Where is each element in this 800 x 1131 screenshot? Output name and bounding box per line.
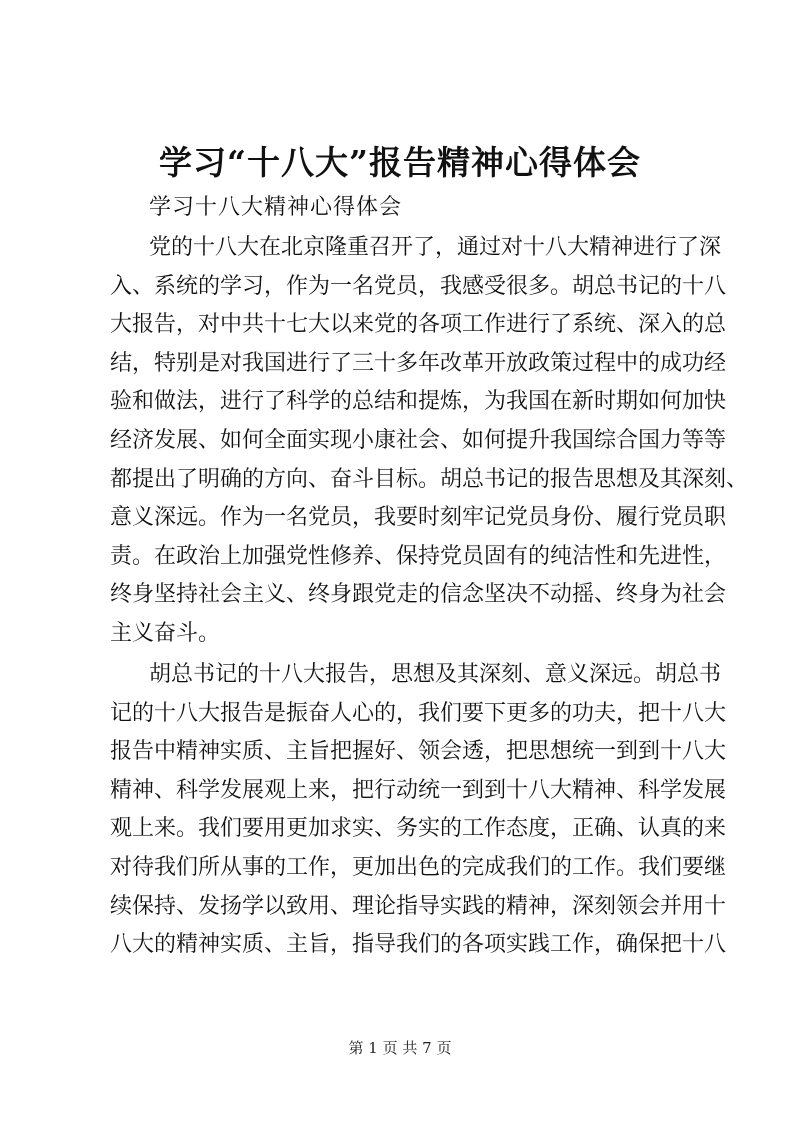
paragraph-line: 对待我们所从事的工作，更加出色的完成我们的工作。我们要继 [110, 854, 727, 880]
paragraph-2 [110, 656, 727, 965]
paragraph-line: 胡总书记的十八大报告，思想及其深刻、意义深远。胡总书 [149, 662, 722, 687]
paragraph-line: 结，特别是对我国进行了三十多年改革开放政策过程中的成功经 [110, 350, 727, 376]
paragraph-line: 责。在政治上加强党性修养、保持党员固有的纯洁性和先进性， [110, 543, 727, 569]
paragraph-line: 都提出了明确的方向、奋斗目标。胡总书记的报告思想及其深刻、 [110, 466, 749, 492]
document-subtitle: 学习十八大精神心得体会 [149, 195, 403, 220]
paragraph-line: 入、系统的学习，作为一名党员，我感受很多。胡总书记的十八 [110, 273, 727, 299]
paragraph-1 [110, 229, 749, 654]
paragraph-line: 意义深远。作为一名党员，我要时刻牢记党员身份、履行党员职 [110, 505, 727, 531]
paragraph-line: 终身坚持社会主义、终身跟党走的信念坚决不动摇、终身为社会 [110, 582, 727, 608]
page-footer: 第 1 页 共 7 页 [348, 1039, 452, 1057]
paragraph-line: 观上来。我们要用更加求实、务实的工作态度，正确、认真的来 [110, 816, 727, 842]
paragraph-line: 续保持、发扬学以致用、理论指导实践的精神，深刻领会并用十 [110, 893, 727, 919]
document-title: 学习“十八大”报告精神心得体会 [159, 143, 641, 182]
paragraph-line: 党的十八大在北京隆重召开了，通过对十八大精神进行了深 [149, 235, 722, 260]
paragraph-line: 大报告，对中共十七大以来党的各项工作进行了系统、深入的总 [110, 312, 727, 338]
paragraph-line: 精神、科学发展观上来，把行动统一到到十八大精神、科学发展 [110, 777, 727, 803]
paragraph-line: 主义奋斗。 [110, 620, 221, 646]
paragraph-line: 记的十八大报告是振奋人心的，我们要下更多的功夫，把十八大 [110, 700, 727, 726]
paragraph-line: 报告中精神实质、主旨把握好、领会透，把思想统一到到十八大 [110, 739, 727, 765]
paragraph-line: 验和做法，进行了科学的总结和提炼，为我国在新时期如何加快 [110, 389, 727, 415]
paragraph-line: 经济发展、如何全面实现小康社会、如何提升我国综合国力等等 [110, 427, 727, 453]
paragraph-line: 八大的精神实质、主旨，指导我们的各项实践工作，确保把十八 [110, 932, 727, 958]
